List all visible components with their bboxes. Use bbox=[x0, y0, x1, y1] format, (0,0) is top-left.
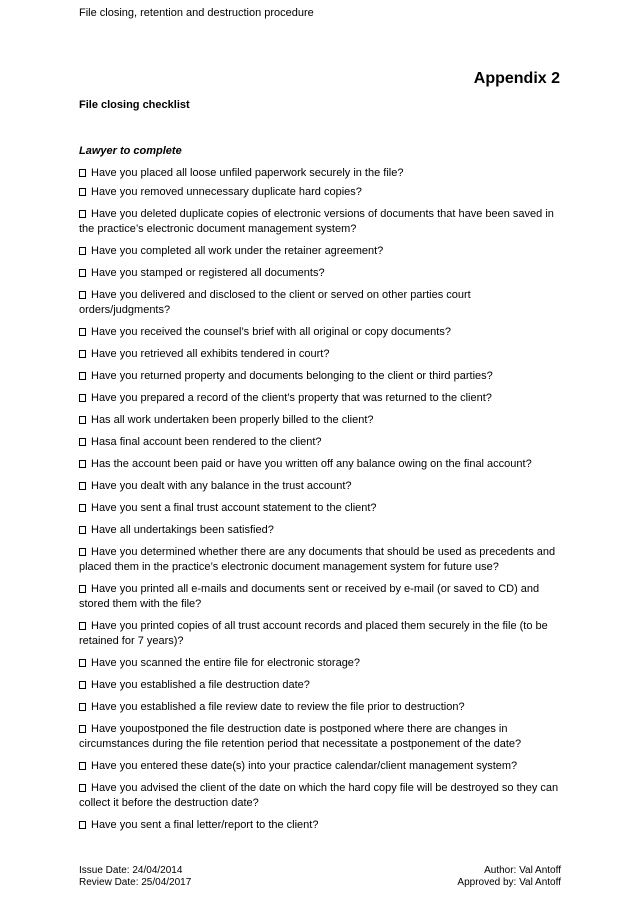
checklist-item-label: Have you sent a final letter/report to the client? bbox=[91, 819, 319, 831]
checkbox-icon[interactable] bbox=[79, 269, 86, 277]
checkbox-icon[interactable] bbox=[79, 460, 86, 468]
checkbox-icon[interactable] bbox=[79, 681, 86, 689]
checklist-item-label: Have you established a file destruction date? bbox=[91, 679, 310, 691]
checkbox-icon[interactable] bbox=[79, 247, 86, 255]
checklist-item bbox=[79, 347, 561, 362]
section-subtitle: Lawyer to complete bbox=[79, 145, 182, 157]
checklist-item-label: Have you placed all loose unfiled paperwork securely in the file? bbox=[91, 167, 404, 179]
checkbox-icon[interactable] bbox=[79, 438, 86, 446]
checkbox-icon[interactable] bbox=[79, 188, 86, 196]
checklist-item-label: Have you printed all e-mails and documents sent or received by e-mail (or saved to CD) and stored them with the file? bbox=[79, 583, 540, 610]
checklist-item bbox=[79, 369, 561, 384]
checklist-item bbox=[79, 457, 561, 472]
checkbox-icon[interactable] bbox=[79, 169, 86, 177]
checklist-item bbox=[79, 501, 561, 516]
checkbox-icon[interactable] bbox=[79, 328, 86, 336]
checklist-item-label: Have youpostponed the file destruction date is postponed where there are changes in circumstances during the file retention period that necessitate a postponement of the date? bbox=[79, 723, 522, 750]
checklist-item bbox=[79, 391, 561, 406]
checklist-title: File closing checklist bbox=[79, 99, 190, 111]
checkbox-icon[interactable] bbox=[79, 585, 86, 593]
checkbox-icon[interactable] bbox=[79, 526, 86, 534]
checkbox-icon[interactable] bbox=[79, 622, 86, 630]
checkbox-icon[interactable] bbox=[79, 659, 86, 667]
checklist-item-label: Have all undertakings been satisfied? bbox=[91, 524, 274, 536]
author: Author: Val Antoff bbox=[484, 865, 561, 876]
checklist-item bbox=[79, 523, 561, 538]
issue-date: Issue Date: 24/04/2014 bbox=[79, 865, 183, 876]
checklist-item-label: Have you sent a final trust account statement to the client? bbox=[91, 502, 377, 514]
checklist-item bbox=[79, 325, 561, 340]
checklist-item-label: Have you completed all work under the retainer agreement? bbox=[91, 245, 384, 257]
approved-by: Approved by: Val Antoff bbox=[457, 877, 561, 888]
checklist-item bbox=[79, 244, 561, 259]
checkbox-icon[interactable] bbox=[79, 372, 86, 380]
checklist-item bbox=[79, 166, 561, 181]
checkbox-icon[interactable] bbox=[79, 350, 86, 358]
checklist-item-label: Hasa final account been rendered to the client? bbox=[91, 436, 322, 448]
checkbox-icon[interactable] bbox=[79, 291, 86, 299]
review-date: Review Date: 25/04/2017 bbox=[79, 877, 192, 888]
checklist-item bbox=[79, 700, 561, 715]
checklist-item-label: Have you stamped or registered all documents? bbox=[91, 267, 325, 279]
checklist-item bbox=[79, 781, 561, 811]
checklist-item bbox=[79, 678, 561, 693]
checklist-item-label: Have you deleted duplicate copies of electronic versions of documents that have been saved in the practice’s electronic document management system? bbox=[79, 208, 554, 235]
checklist-item bbox=[79, 545, 561, 575]
checklist-item bbox=[79, 435, 561, 450]
checkbox-icon[interactable] bbox=[79, 725, 86, 733]
appendix-heading: Appendix 2 bbox=[473, 70, 560, 87]
checklist-item bbox=[79, 266, 561, 281]
checklist-item bbox=[79, 759, 561, 774]
checklist-item bbox=[79, 288, 561, 318]
checklist-item bbox=[79, 413, 561, 428]
checklist-item bbox=[79, 207, 561, 237]
checklist-item bbox=[79, 619, 561, 649]
checkbox-icon[interactable] bbox=[79, 762, 86, 770]
checklist-item-label: Have you dealt with any balance in the trust account? bbox=[91, 480, 352, 492]
checkbox-icon[interactable] bbox=[79, 548, 86, 556]
checklist-item-label: Have you received the counsel’s brief with all original or copy documents? bbox=[91, 326, 451, 338]
checklist-item bbox=[79, 722, 561, 752]
checkbox-icon[interactable] bbox=[79, 394, 86, 402]
checkbox-icon[interactable] bbox=[79, 210, 86, 218]
checklist-item-label: Have you prepared a record of the client’s property that was returned to the client? bbox=[91, 392, 492, 404]
footer-dates bbox=[79, 865, 191, 889]
checklist-item-label: Have you returned property and documents belonging to the client or third parties? bbox=[91, 370, 493, 382]
checklist-item-label: Have you retrieved all exhibits tendered in court? bbox=[91, 348, 330, 360]
checkbox-icon[interactable] bbox=[79, 504, 86, 512]
checklist-item-label: Has the account been paid or have you written off any balance owing on the final account? bbox=[91, 458, 532, 470]
checkbox-icon[interactable] bbox=[79, 784, 86, 792]
checklist bbox=[79, 166, 561, 840]
checklist-item-label: Have you removed unnecessary duplicate hard copies? bbox=[91, 186, 362, 198]
checklist-item bbox=[79, 479, 561, 494]
checklist-item-label: Have you established a file review date to review the file prior to destruction? bbox=[91, 701, 465, 713]
checkbox-icon[interactable] bbox=[79, 703, 86, 711]
checklist-item-label: Have you determined whether there are any documents that should be used as precedents and placed them in the practice’s electronic document management system for future use? bbox=[79, 546, 556, 573]
checklist-item bbox=[79, 818, 561, 833]
checklist-item bbox=[79, 185, 561, 200]
footer-authors bbox=[457, 865, 561, 889]
checklist-item-label: Have you printed copies of all trust account records and placed them securely in the file (to be retained for 7 years)? bbox=[79, 620, 548, 647]
checklist-item-label: Has all work undertaken been properly billed to the client? bbox=[91, 414, 374, 426]
checklist-item bbox=[79, 656, 561, 671]
checklist-item-label: Have you entered these date(s) into your practice calendar/client management system? bbox=[91, 760, 518, 772]
page-header: File closing, retention and destruction procedure bbox=[79, 7, 314, 19]
checklist-item-label: Have you scanned the entire file for electronic storage? bbox=[91, 657, 361, 669]
checklist-item-label: Have you advised the client of the date on which the hard copy file will be destroyed so they can collect it before the destruction date? bbox=[79, 782, 559, 809]
checkbox-icon[interactable] bbox=[79, 482, 86, 490]
checklist-item bbox=[79, 582, 561, 612]
checkbox-icon[interactable] bbox=[79, 416, 86, 424]
checkbox-icon[interactable] bbox=[79, 821, 86, 829]
checklist-item-label: Have you delivered and disclosed to the client or served on other parties court orders/judgments? bbox=[79, 289, 471, 316]
